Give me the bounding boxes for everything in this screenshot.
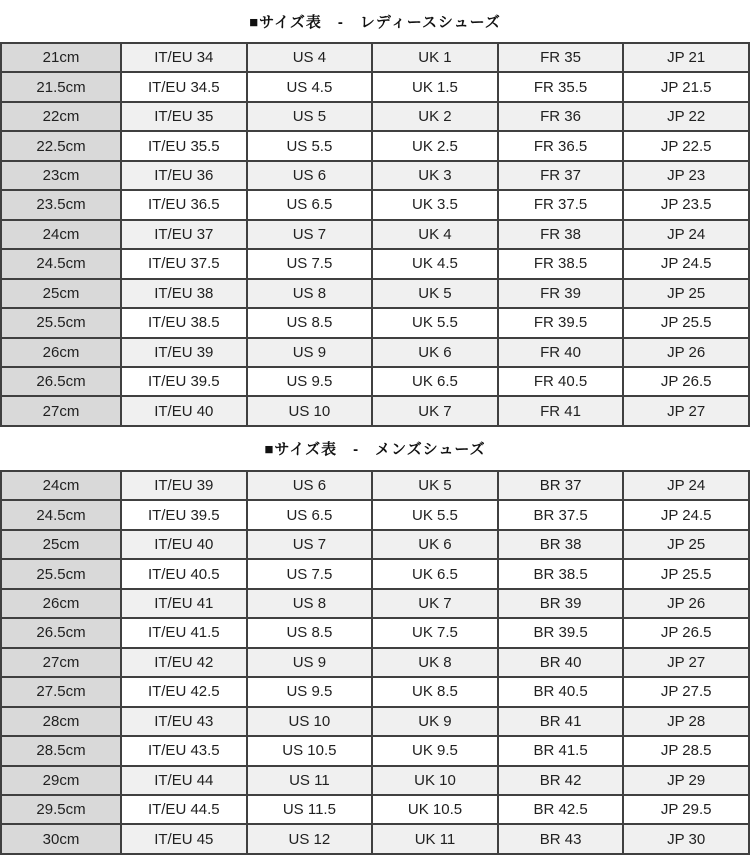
size-value-cell: JP 26 xyxy=(623,338,749,367)
table-row xyxy=(1,795,749,824)
size-value-cell: JP 22 xyxy=(623,102,749,131)
size-value-cell: US 6 xyxy=(247,161,373,190)
size-value-cell: FR 38.5 xyxy=(498,249,624,278)
size-value-cell: UK 7 xyxy=(372,589,498,618)
size-value-cell: UK 6 xyxy=(372,338,498,367)
size-cm-cell: 26cm xyxy=(1,338,121,367)
size-cm-cell: 27.5cm xyxy=(1,677,121,706)
size-value-cell: UK 8.5 xyxy=(372,677,498,706)
size-value-cell: US 4 xyxy=(247,43,373,72)
table-row xyxy=(1,72,749,101)
size-value-cell: BR 41 xyxy=(498,707,624,736)
size-value-cell: IT/EU 35.5 xyxy=(121,131,247,160)
mens-size-table xyxy=(0,470,750,855)
table-row xyxy=(1,161,749,190)
size-value-cell: FR 37 xyxy=(498,161,624,190)
size-value-cell: IT/EU 38.5 xyxy=(121,308,247,337)
size-value-cell: IT/EU 37 xyxy=(121,220,247,249)
table-row xyxy=(1,220,749,249)
size-value-cell: UK 1 xyxy=(372,43,498,72)
size-value-cell: JP 23 xyxy=(623,161,749,190)
size-value-cell: UK 9 xyxy=(372,707,498,736)
size-value-cell: FR 35 xyxy=(498,43,624,72)
size-value-cell: UK 10.5 xyxy=(372,795,498,824)
size-value-cell: JP 23.5 xyxy=(623,190,749,219)
size-value-cell: JP 24.5 xyxy=(623,500,749,529)
size-value-cell: US 8 xyxy=(247,589,373,618)
size-value-cell: US 12 xyxy=(247,824,373,854)
size-value-cell: BR 42.5 xyxy=(498,795,624,824)
size-value-cell: US 11 xyxy=(247,766,373,795)
size-value-cell: BR 38 xyxy=(498,530,624,559)
table-row xyxy=(1,471,749,500)
size-cm-cell: 21.5cm xyxy=(1,72,121,101)
size-value-cell: JP 24 xyxy=(623,220,749,249)
size-value-cell: US 11.5 xyxy=(247,795,373,824)
size-value-cell: JP 24.5 xyxy=(623,249,749,278)
size-value-cell: UK 10 xyxy=(372,766,498,795)
size-value-cell: UK 7 xyxy=(372,396,498,426)
size-value-cell: JP 27 xyxy=(623,396,749,426)
table-row xyxy=(1,500,749,529)
size-value-cell: US 10.5 xyxy=(247,736,373,765)
size-cm-cell: 24.5cm xyxy=(1,249,121,278)
ladies-size-table-title: ■サイズ表 - レディースシューズ xyxy=(249,13,501,31)
table-row xyxy=(1,677,749,706)
size-value-cell: JP 21 xyxy=(623,43,749,72)
size-value-cell: IT/EU 42 xyxy=(121,648,247,677)
size-value-cell: IT/EU 41 xyxy=(121,589,247,618)
size-value-cell: US 6.5 xyxy=(247,500,373,529)
size-value-cell: UK 6.5 xyxy=(372,559,498,588)
size-value-cell: IT/EU 37.5 xyxy=(121,249,247,278)
table-row xyxy=(1,707,749,736)
size-value-cell: JP 28 xyxy=(623,707,749,736)
size-value-cell: UK 5.5 xyxy=(372,500,498,529)
size-value-cell: UK 6.5 xyxy=(372,367,498,396)
size-value-cell: BR 43 xyxy=(498,824,624,854)
size-value-cell: UK 9.5 xyxy=(372,736,498,765)
size-value-cell: IT/EU 40.5 xyxy=(121,559,247,588)
size-cm-cell: 24cm xyxy=(1,471,121,500)
size-cm-cell: 21cm xyxy=(1,43,121,72)
size-value-cell: US 7 xyxy=(247,220,373,249)
size-value-cell: FR 35.5 xyxy=(498,72,624,101)
table-row xyxy=(1,308,749,337)
size-cm-cell: 23cm xyxy=(1,161,121,190)
ladies-size-table xyxy=(0,42,750,427)
size-value-cell: US 6 xyxy=(247,471,373,500)
size-value-cell: IT/EU 34 xyxy=(121,43,247,72)
size-value-cell: IT/EU 43.5 xyxy=(121,736,247,765)
table-row xyxy=(1,190,749,219)
size-cm-cell: 22.5cm xyxy=(1,131,121,160)
size-value-cell: JP 22.5 xyxy=(623,131,749,160)
size-value-cell: BR 41.5 xyxy=(498,736,624,765)
size-value-cell: US 7 xyxy=(247,530,373,559)
size-value-cell: UK 3 xyxy=(372,161,498,190)
size-value-cell: IT/EU 44 xyxy=(121,766,247,795)
size-cm-cell: 25.5cm xyxy=(1,559,121,588)
size-value-cell: BR 40 xyxy=(498,648,624,677)
table-row xyxy=(1,648,749,677)
size-value-cell: IT/EU 39 xyxy=(121,471,247,500)
size-value-cell: IT/EU 43 xyxy=(121,707,247,736)
size-cm-cell: 25.5cm xyxy=(1,308,121,337)
size-value-cell: IT/EU 36 xyxy=(121,161,247,190)
size-value-cell: UK 5.5 xyxy=(372,308,498,337)
size-value-cell: FR 39.5 xyxy=(498,308,624,337)
size-value-cell: UK 1.5 xyxy=(372,72,498,101)
size-value-cell: US 9 xyxy=(247,648,373,677)
size-value-cell: BR 42 xyxy=(498,766,624,795)
size-value-cell: US 5 xyxy=(247,102,373,131)
table-row xyxy=(1,396,749,426)
size-value-cell: IT/EU 39 xyxy=(121,338,247,367)
table-row xyxy=(1,367,749,396)
size-cm-cell: 29cm xyxy=(1,766,121,795)
size-value-cell: IT/EU 40 xyxy=(121,396,247,426)
size-cm-cell: 28.5cm xyxy=(1,736,121,765)
size-value-cell: JP 25.5 xyxy=(623,559,749,588)
size-value-cell: US 10 xyxy=(247,396,373,426)
size-value-cell: JP 25 xyxy=(623,530,749,559)
size-value-cell: UK 3.5 xyxy=(372,190,498,219)
size-value-cell: UK 2.5 xyxy=(372,131,498,160)
size-value-cell: US 9.5 xyxy=(247,677,373,706)
table-row xyxy=(1,618,749,647)
size-cm-cell: 23.5cm xyxy=(1,190,121,219)
size-value-cell: JP 26 xyxy=(623,589,749,618)
size-value-cell: JP 29.5 xyxy=(623,795,749,824)
size-value-cell: IT/EU 40 xyxy=(121,530,247,559)
size-value-cell: BR 39.5 xyxy=(498,618,624,647)
size-value-cell: JP 26.5 xyxy=(623,367,749,396)
size-value-cell: FR 36 xyxy=(498,102,624,131)
table-row xyxy=(1,824,749,854)
size-cm-cell: 27cm xyxy=(1,396,121,426)
size-value-cell: JP 26.5 xyxy=(623,618,749,647)
table-row xyxy=(1,338,749,367)
size-value-cell: JP 27.5 xyxy=(623,677,749,706)
size-value-cell: BR 37.5 xyxy=(498,500,624,529)
size-value-cell: FR 37.5 xyxy=(498,190,624,219)
table-row xyxy=(1,279,749,308)
size-value-cell: UK 6 xyxy=(372,530,498,559)
size-value-cell: IT/EU 34.5 xyxy=(121,72,247,101)
size-value-cell: UK 4 xyxy=(372,220,498,249)
size-cm-cell: 30cm xyxy=(1,824,121,854)
table-row xyxy=(1,530,749,559)
size-value-cell: BR 39 xyxy=(498,589,624,618)
size-value-cell: US 4.5 xyxy=(247,72,373,101)
size-value-cell: IT/EU 36.5 xyxy=(121,190,247,219)
size-value-cell: UK 11 xyxy=(372,824,498,854)
table-row xyxy=(1,131,749,160)
table-row xyxy=(1,43,749,72)
table-row xyxy=(1,559,749,588)
size-cm-cell: 26.5cm xyxy=(1,367,121,396)
size-cm-cell: 29.5cm xyxy=(1,795,121,824)
size-cm-cell: 26.5cm xyxy=(1,618,121,647)
size-cm-cell: 24cm xyxy=(1,220,121,249)
size-value-cell: US 8.5 xyxy=(247,618,373,647)
table-row xyxy=(1,102,749,131)
size-value-cell: BR 37 xyxy=(498,471,624,500)
size-value-cell: BR 38.5 xyxy=(498,559,624,588)
size-value-cell: UK 8 xyxy=(372,648,498,677)
size-value-cell: IT/EU 45 xyxy=(121,824,247,854)
size-value-cell: UK 4.5 xyxy=(372,249,498,278)
size-value-cell: US 9 xyxy=(247,338,373,367)
size-value-cell: FR 38 xyxy=(498,220,624,249)
mens-size-table-title: ■サイズ表 - メンズシューズ xyxy=(264,441,486,458)
size-cm-cell: 25cm xyxy=(1,279,121,308)
size-value-cell: US 5.5 xyxy=(247,131,373,160)
table-row xyxy=(1,589,749,618)
table-row xyxy=(1,736,749,765)
size-value-cell: US 8.5 xyxy=(247,308,373,337)
size-value-cell: IT/EU 41.5 xyxy=(121,618,247,647)
size-value-cell: UK 5 xyxy=(372,279,498,308)
size-value-cell: JP 24 xyxy=(623,471,749,500)
size-value-cell: FR 36.5 xyxy=(498,131,624,160)
size-value-cell: FR 41 xyxy=(498,396,624,426)
size-value-cell: FR 39 xyxy=(498,279,624,308)
size-value-cell: FR 40.5 xyxy=(498,367,624,396)
size-cm-cell: 22cm xyxy=(1,102,121,131)
size-value-cell: US 7.5 xyxy=(247,559,373,588)
size-value-cell: US 8 xyxy=(247,279,373,308)
size-cm-cell: 28cm xyxy=(1,707,121,736)
size-value-cell: IT/EU 42.5 xyxy=(121,677,247,706)
size-value-cell: JP 27 xyxy=(623,648,749,677)
size-value-cell: BR 40.5 xyxy=(498,677,624,706)
size-value-cell: UK 7.5 xyxy=(372,618,498,647)
size-value-cell: UK 5 xyxy=(372,471,498,500)
size-cm-cell: 25cm xyxy=(1,530,121,559)
size-value-cell: US 6.5 xyxy=(247,190,373,219)
size-value-cell: UK 2 xyxy=(372,102,498,131)
table-row xyxy=(1,249,749,278)
size-value-cell: IT/EU 44.5 xyxy=(121,795,247,824)
table-row xyxy=(1,766,749,795)
size-value-cell: JP 25.5 xyxy=(623,308,749,337)
size-value-cell: JP 28.5 xyxy=(623,736,749,765)
size-value-cell: US 7.5 xyxy=(247,249,373,278)
size-value-cell: US 10 xyxy=(247,707,373,736)
size-value-cell: IT/EU 38 xyxy=(121,279,247,308)
size-value-cell: JP 21.5 xyxy=(623,72,749,101)
size-value-cell: IT/EU 35 xyxy=(121,102,247,131)
size-value-cell: JP 25 xyxy=(623,279,749,308)
size-value-cell: JP 29 xyxy=(623,766,749,795)
size-cm-cell: 27cm xyxy=(1,648,121,677)
size-value-cell: IT/EU 39.5 xyxy=(121,367,247,396)
size-value-cell: US 9.5 xyxy=(247,367,373,396)
size-cm-cell: 24.5cm xyxy=(1,500,121,529)
size-value-cell: FR 40 xyxy=(498,338,624,367)
size-cm-cell: 26cm xyxy=(1,589,121,618)
size-value-cell: JP 30 xyxy=(623,824,749,854)
size-value-cell: IT/EU 39.5 xyxy=(121,500,247,529)
